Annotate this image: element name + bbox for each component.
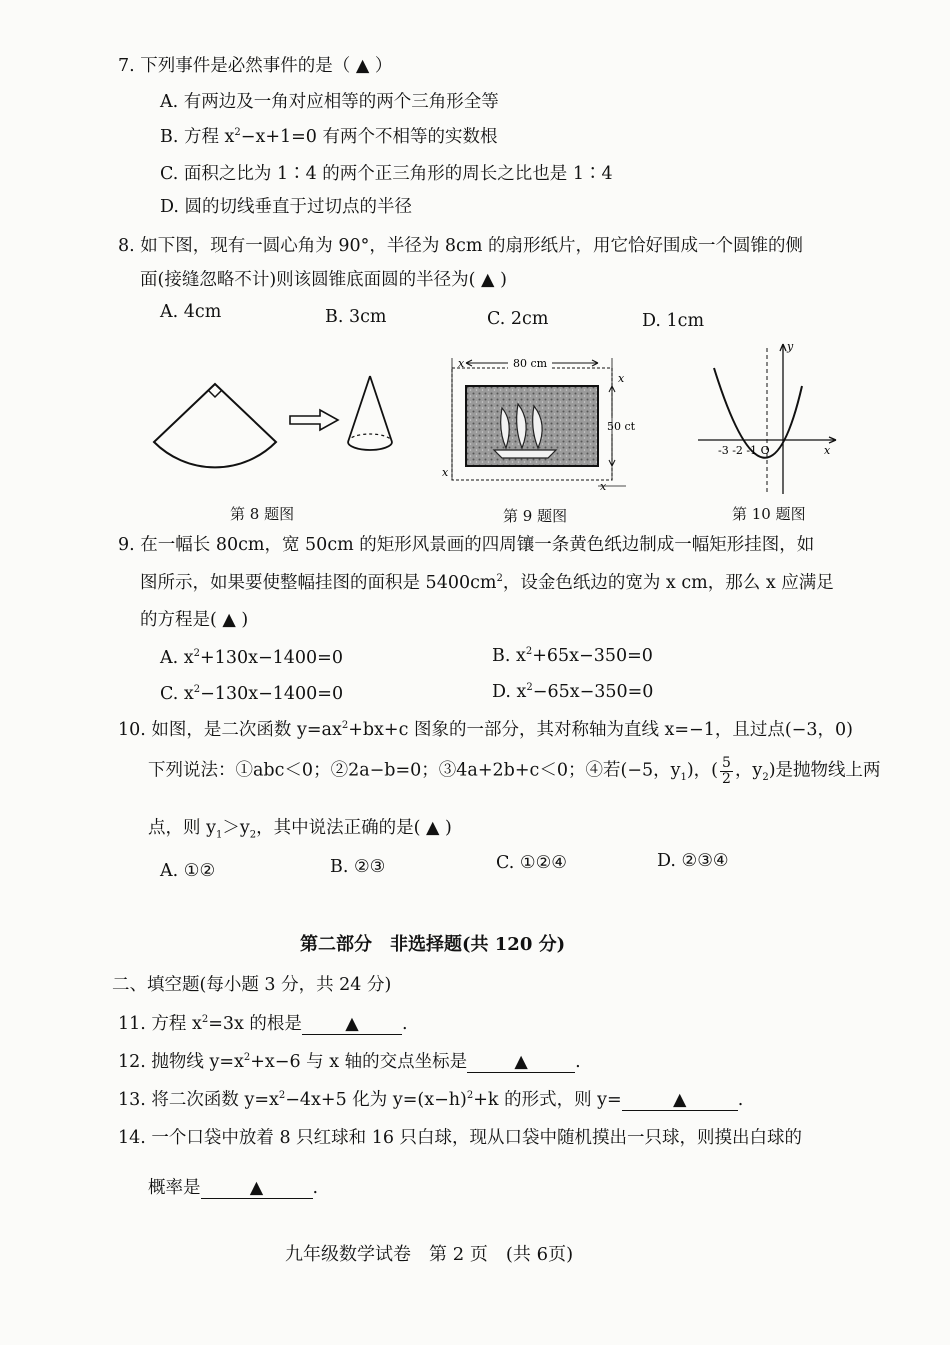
part2-title: 第二部分 非选择题(共 120 分) — [300, 934, 566, 955]
fig8-sector-cone — [140, 372, 400, 482]
q8-option-b: B. 3cm — [325, 307, 387, 327]
fig10-caption: 第 10 题图 — [732, 505, 806, 523]
q13-answer-blank[interactable]: ▲ — [622, 1091, 738, 1111]
q10-stem-line1: 10. 如图，是二次函数 $y=ax^2+bx+c$ 图象的一部分，其对称轴为直线 x=−1，且过点(−3，0) — [118, 720, 853, 740]
q8-option-c: C. 2cm — [487, 309, 549, 329]
q9-option-d: D. $x^2-65x-350=0$ — [492, 682, 654, 702]
q12-answer-blank[interactable]: ▲ — [467, 1053, 575, 1073]
q13: 13. 将二次函数 $y=x^2-4x+5$ 化为 $y=(x-h)^2+k$ 的形式，则 y= ▲ . — [118, 1090, 744, 1110]
q10-option-d: D. ②③④ — [657, 851, 729, 871]
fig10-tick-labels: -3 -2 -1 O — [718, 444, 770, 457]
fig9-height-label: 50 ct — [607, 420, 636, 433]
fig8-caption: 第 8 题图 — [230, 505, 295, 523]
q14-answer-blank[interactable]: ▲ — [201, 1179, 313, 1199]
q7-option-c: C. 面积之比为 1∶4 的两个正三角形的周长之比也是 1∶4 — [160, 164, 613, 184]
q10-option-a: A. ①② — [160, 861, 216, 881]
q9-stem-line1: 9. 在一幅长 80cm，宽 50cm 的矩形风景画的四周镶一条黄色纸边制成一幅矩形挂图，如 — [118, 535, 815, 555]
q10-fraction: $\frac{5}{2}$ — [722, 755, 731, 787]
q9-stem-line3: 的方程是( ▲ ) — [140, 610, 249, 630]
fig10-parabola-graph — [690, 338, 840, 498]
q10-option-c: C. ①②④ — [496, 853, 567, 873]
fig10-y-label: y — [787, 340, 794, 353]
fig9-width-label: 80 cm — [512, 357, 548, 370]
fig10-x-label: x — [824, 444, 831, 457]
right-angle-mark — [208, 390, 222, 397]
fig9-x-bottom-left: x — [442, 466, 449, 479]
q14-line2: 概率是 ▲ . — [148, 1178, 319, 1198]
cone-outline — [348, 376, 392, 450]
q9-option-c: C. $x^2-130x-1400=0$ — [160, 684, 344, 704]
q11: 11. 方程 $x^2=3x$ 的根是 ▲ . — [118, 1014, 408, 1034]
q14-line1: 14. 一个口袋中放着 8 只红球和 16 只白球，现从口袋中随机摸出一只球，则摸出白球的 — [118, 1128, 803, 1148]
q8-option-a: A. 4cm — [160, 302, 222, 322]
q10-option-b: B. ②③ — [330, 857, 386, 877]
q10-stem-line3: 点，则 $y_1>y_2$，其中说法正确的是( ▲ ) — [148, 818, 452, 841]
q11-answer-blank[interactable]: ▲ — [302, 1015, 402, 1035]
fill-in-section-heading: 二、填空题(每小题 3 分，共 24 分) — [112, 975, 392, 995]
fig9-x-bottom-right: x — [600, 480, 607, 493]
q12: 12. 抛物线 $y=x^2+x-6$ 与 x 轴的交点坐标是 ▲ . — [118, 1052, 581, 1072]
q9-stem-line2: 图所示，如果要使整幅挂图的面积是 $5400cm^2$，设金色纸边的宽为 x cm，那么 x 应满足 — [140, 573, 834, 593]
q9-option-b: B. $x^2+65x-350=0$ — [492, 646, 653, 666]
arrow-icon — [290, 410, 338, 430]
fig9-caption: 第 9 题图 — [503, 507, 568, 525]
q10-stem-line2: 下列说法：①abc＜0；②2a−b=0；③4a+2b+c＜0；④若(−5，$y_1$)，( $\frac{5}{2}$ ，$y_2$)是抛物线上两 — [148, 755, 881, 787]
q7-option-d: D. 圆的切线垂直于过切点的半径 — [160, 197, 413, 217]
fig9-framed-painting — [430, 350, 640, 495]
fig9-x-top-right: x — [618, 372, 625, 385]
page-footer: 九年级数学试卷 第 2 页 (共 6页) — [285, 1244, 574, 1265]
q8-stem-line1: 8. 如下图，现有一圆心角为 90°，半径为 8cm 的扇形纸片，用它恰好围成一个圆锥的侧 — [118, 236, 803, 256]
cone-base-hidden — [348, 434, 392, 442]
q7-option-a: A. 有两边及一角对应相等的两个三角形全等 — [160, 92, 499, 112]
q8-stem-line2: 面(接缝忽略不计)则该圆锥底面圆的半径为( ▲ ) — [140, 270, 507, 290]
q7-option-b: B. 方程 $x^2-x+1=0$ 有两个不相等的实数根 — [160, 127, 498, 147]
q9-option-a: A. $x^2+130x-1400=0$ — [160, 648, 343, 668]
q7-stem: 7. 下列事件是必然事件的是（ ▲ ） — [118, 56, 393, 76]
fig9-x-top-left: x — [458, 357, 465, 370]
q8-option-d: D. 1cm — [642, 311, 705, 331]
